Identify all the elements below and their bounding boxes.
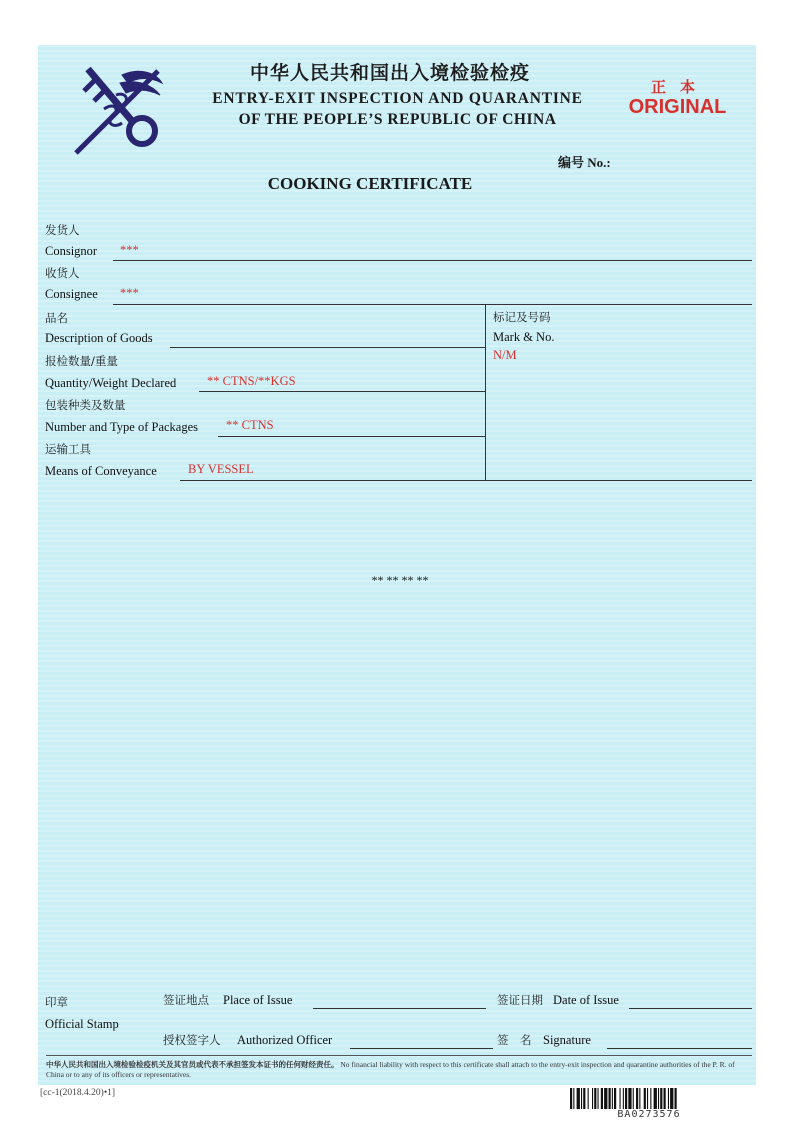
signature-label-cn: 签 名 [497,1033,532,1047]
quantity-label-cn: 报检数量/重量 [45,354,118,368]
description-underline [170,347,485,348]
certificate-title: COOKING CERTIFICATE [267,174,473,193]
barcode-bar [570,1088,572,1109]
serial-number: BA0273576 [617,1109,681,1120]
quantity-underline [199,391,485,392]
marks-label-en: Mark & No. [493,330,555,344]
barcode-bar [654,1088,657,1109]
consignor-value: *** [120,243,139,257]
barcode-bar [658,1088,659,1109]
authority-title-english-line2: OF THE PEOPLE’S REPUBLIC OF CHINA [238,111,557,128]
barcode-bar [668,1088,669,1109]
barcode-bar [628,1088,631,1109]
marks-value: N/M [493,348,517,362]
certificate-sheet [38,45,756,1085]
packages-value: ** CTNS [226,418,274,432]
barcode-bar [675,1088,677,1109]
official-stamp-label-en: Official Stamp [45,1017,119,1031]
authorized-officer-label-en: Authorized Officer [237,1033,333,1047]
place-of-issue-line [313,1008,486,1009]
disclaimer-chinese: 中华人民共和国出入境检验检疫机关及其官员或代表不承担签发本证书的任何财经责任。 [46,1060,339,1069]
place-of-issue-label-cn: 签证地点 [163,993,209,1007]
date-of-issue-label-en: Date of Issue [553,993,619,1007]
barcode-bar [612,1088,613,1109]
barcode [570,1088,728,1109]
barcode-bar [577,1088,580,1109]
barcode-bar [604,1088,607,1109]
form-code: [cc-1(2018.4.20)•1] [40,1088,116,1098]
packages-underline [218,436,485,437]
barcode-bar [598,1088,599,1109]
conveyance-label-en: Means of Conveyance [45,464,157,478]
signature-line [607,1048,752,1049]
authorized-officer-line [350,1048,493,1049]
barcode-bar [614,1088,616,1109]
barcode-bar [660,1088,662,1109]
barcode-bar [583,1088,585,1109]
barcode-bar [664,1088,666,1109]
date-of-issue-line [629,1008,752,1009]
conveyance-value: BY VESSEL [188,462,254,476]
barcode-bar [650,1088,651,1109]
barcode-bar [581,1088,582,1109]
consignee-label-cn: 收货人 [45,266,80,280]
official-stamp-label-cn: 印章 [45,995,68,1009]
barcode-bar [636,1088,638,1109]
quantity-value: ** CTNS/**KGS [207,374,296,388]
description-label-en: Description of Goods [45,331,153,345]
barcode-bar [647,1088,648,1109]
original-mark-english: ORIGINAL [628,96,727,118]
barcode-bar [592,1088,593,1109]
consignor-label-en: Consignor [45,244,98,258]
quantity-label-en: Quantity/Weight Declared [45,376,177,390]
barcode-bar [594,1088,596,1109]
consignor-label-cn: 发货人 [45,223,80,237]
packages-label-cn: 包装种类及数量 [45,398,126,412]
consignee-underline [113,304,752,305]
original-mark-chinese: 正本 [650,78,709,96]
barcode-bar [609,1088,611,1109]
disclaimer-rule [46,1055,752,1056]
barcode-bar [644,1088,646,1109]
place-of-issue-label-en: Place of Issue [223,993,293,1007]
consignee-value: *** [120,286,139,300]
barcode-bar [573,1088,574,1109]
date-of-issue-label-cn: 签证日期 [497,993,543,1007]
barcode-bar [633,1088,634,1109]
authority-title-chinese: 中华人民共和国出入境检验检疫 [249,62,530,84]
barcode-bar [625,1088,627,1109]
consignee-label-en: Consignee [45,287,98,301]
certificate-body-text: ** ** ** ** [371,573,429,587]
disclaimer-english: No financial liability with respect to this certificate shall attach to the entry-exit inspection and quarantine authorities of the P. R. of China or to any of its officers or representatives. [46,1060,735,1079]
caduceus-key-emblem-icon [70,65,166,157]
goods-marks-divider [485,304,486,481]
authority-title-english-line1: ENTRY-EXIT INSPECTION AND QUARANTINE [212,90,583,107]
consignor-underline [113,260,752,261]
authorized-officer-label-cn: 授权签字人 [163,1033,221,1047]
certificate-number-label: 编号 No.: [558,155,611,170]
barcode-bar [588,1088,589,1109]
signature-label-en: Signature [543,1033,591,1047]
barcode-bar [620,1088,621,1109]
barcode-bar [623,1088,624,1109]
packages-label-en: Number and Type of Packages [45,420,199,434]
conveyance-label-cn: 运输工具 [45,442,91,456]
description-label-cn: 品名 [45,311,68,325]
liability-disclaimer [46,1060,752,1080]
barcode-bar [601,1088,603,1109]
conveyance-underline [180,480,752,481]
marks-label-cn: 标记及号码 [493,310,551,324]
barcode-bar [639,1088,640,1109]
barcode-bar [670,1088,673,1109]
